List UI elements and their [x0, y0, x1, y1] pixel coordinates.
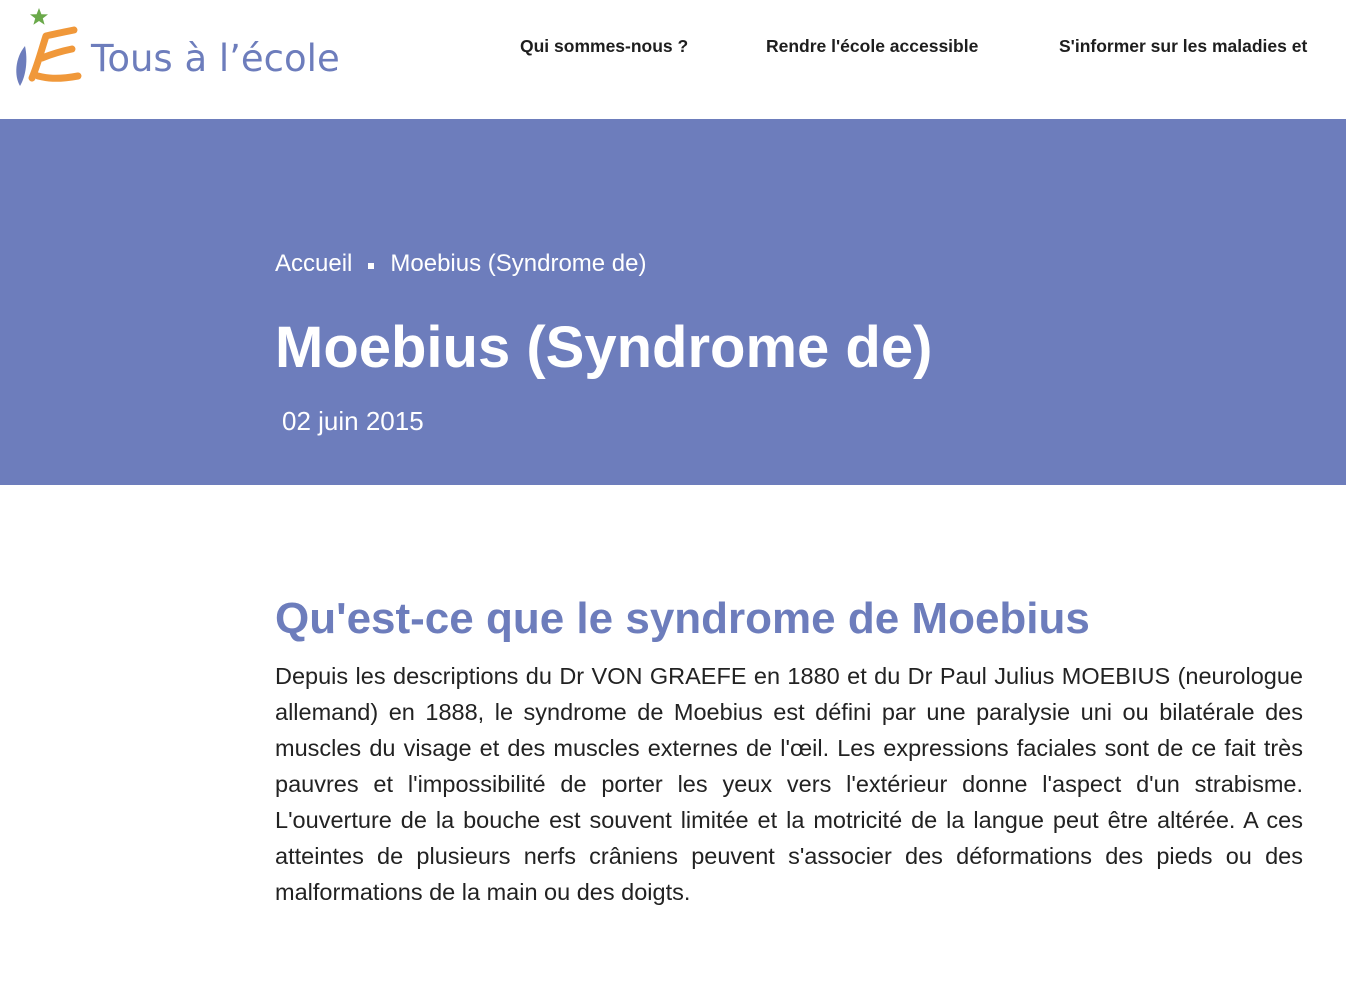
site-logo-link[interactable] — [12, 6, 342, 96]
logo-mark-icon — [12, 6, 90, 96]
breadcrumb-home-link[interactable]: Accueil — [275, 250, 353, 277]
section-heading: Qu'est-ce que le syndrome de Moebius — [275, 594, 1090, 643]
nav-item-qui-sommes-nous[interactable]: Qui sommes-nous ? — [520, 36, 689, 56]
site-header — [0, 0, 1346, 119]
logo-hand-icon — [32, 30, 78, 78]
publication-date: 02 juin 2015 — [282, 406, 424, 436]
nav-item-rendre-ecole-accessible[interactable]: Rendre l'école accessible — [766, 36, 979, 56]
page-title: Moebius (Syndrome de) — [275, 315, 933, 380]
logo-leaf-icon — [16, 46, 26, 86]
main-nav — [520, 34, 1346, 58]
breadcrumb — [275, 248, 647, 280]
page-hero-banner — [0, 119, 1346, 485]
breadcrumb-separator-icon — [368, 263, 374, 269]
article-content — [0, 485, 1346, 1000]
logo-star-icon — [30, 8, 48, 25]
logo-text: Tous à l’école — [91, 37, 340, 80]
breadcrumb-current-link[interactable]: Moebius (Syndrome de) — [390, 250, 647, 277]
article-paragraph: Depuis les descriptions du Dr VON GRAEFE en 1880 et du Dr Paul Julius MOEBIUS (neurologue allemand) en 1888, le syndrome de Moebius est défini par une paralysie uni ou bilatérale des muscles du visage et des muscles externes de l'œil. Les expressions faciales sont de ce fait très pauvres et l'impossibilité de porter les yeux vers l'extérieur donne l'aspect d'un strabisme. L'ouverture de la bouche est souvent limitée et la motricité de la langue peut être altérée. A ces atteintes de plusieurs nerfs crâniens peuvent s'associer des déformations des pieds ou des malformations de la main ou des doigts. — [275, 663, 1303, 905]
nav-item-sinformer-maladies[interactable]: S'informer sur les maladies et — [1059, 36, 1308, 56]
